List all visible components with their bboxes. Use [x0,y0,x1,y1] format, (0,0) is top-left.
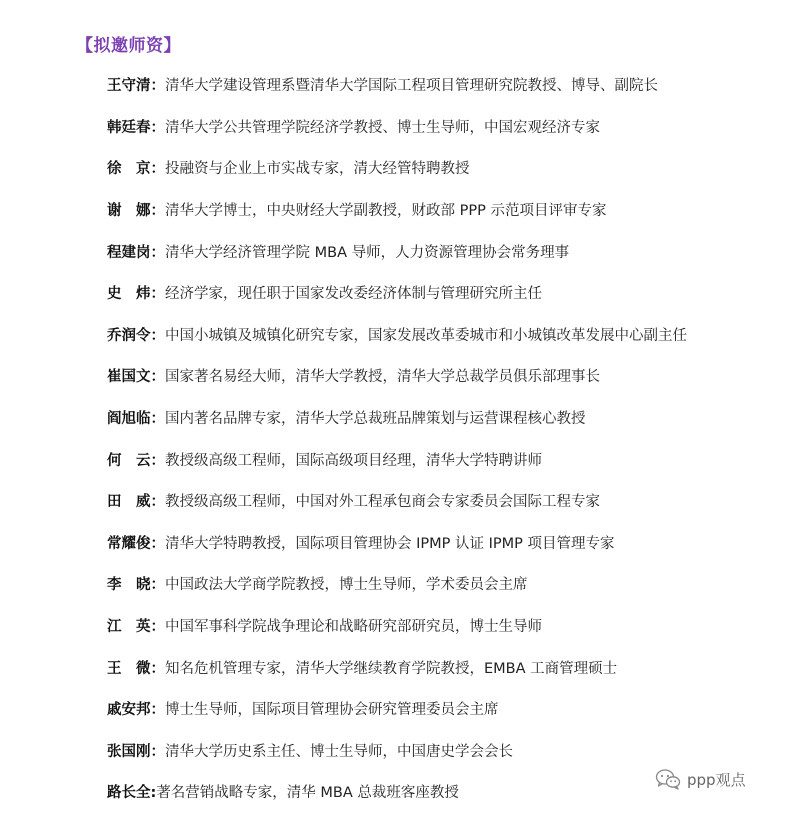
faculty-description: 知名危机管理专家，清华大学继续教育学院教授，EMBA 工商管理硕士 [165,660,618,677]
faculty-name: 王 微： [107,660,165,677]
faculty-description: 中国政法大学商学院教授，博士生导师，学术委员会主席 [165,577,528,594]
faculty-name: 张国刚： [107,743,165,760]
faculty-row [107,605,777,647]
faculty-name: 程建岗： [107,244,165,261]
faculty-row [107,314,777,356]
watermark [655,768,746,790]
faculty-row [107,688,777,730]
faculty-name: 路长全: [107,785,157,802]
faculty-row [107,230,777,272]
faculty-row [107,646,777,688]
wechat-icon [655,768,681,790]
faculty-row [107,355,777,397]
faculty-row [107,106,777,148]
faculty-description: 中国小城镇及城镇化研究专家，国家发展改革委城市和小城镇改革发展中心副主任 [165,327,687,344]
section-title: 【拟邀师资】 [76,36,181,56]
faculty-name: 李 晓： [107,577,165,594]
faculty-description: 教授级高级工程师，中国对外工程承包商会专家委员会国际工程专家 [165,494,600,511]
faculty-description: 著名营销战略专家，清华 MBA 总裁班客座教授 [156,785,459,802]
faculty-description: 投融资与企业上市实战专家，清大经管特聘教授 [165,161,470,178]
faculty-description: 中国军事科学院战争理论和战略研究部研究员，博士生导师 [165,619,542,636]
faculty-name: 何 云： [107,452,165,469]
faculty-name: 乔润令： [107,327,165,344]
faculty-description: 博士生导师，国际项目管理协会研究管理委员会主席 [165,702,499,719]
faculty-name: 谢 娜： [107,203,165,220]
faculty-description: 清华大学历史系主任、博士生导师，中国唐史学会会长 [165,743,513,760]
faculty-name: 田 威： [107,494,165,511]
faculty-description: 清华大学博士，中央财经大学副教授，财政部 PPP 示范项目评审专家 [165,203,607,220]
faculty-name: 江 英： [107,619,165,636]
faculty-description: 清华大学特聘教授，国际项目管理协会 IPMP 认证 IPMP 项目管理专家 [165,535,615,552]
faculty-row [107,563,777,605]
faculty-row [107,147,777,189]
faculty-name: 阎旭临： [107,411,165,428]
faculty-description: 清华大学建设管理系暨清华大学国际工程项目管理研究院教授、博导、副院长 [165,78,658,95]
faculty-row [107,397,777,439]
faculty-name: 崔国文： [107,369,165,386]
faculty-row [107,522,777,564]
faculty-name: 徐 京： [107,161,165,178]
faculty-description: 经济学家，现任职于国家发改委经济体制与管理研究所主任 [165,286,542,303]
faculty-name: 王守清： [107,78,165,95]
faculty-description: 国家著名易经大师，清华大学教授，清华大学总裁学员俱乐部理事长 [165,369,600,386]
watermark-text: ppp观点 [687,770,746,789]
faculty-name: 戚安邦： [107,702,165,719]
faculty-row [107,438,777,480]
faculty-row [107,480,777,522]
faculty-name: 常耀俊： [107,535,165,552]
faculty-row [107,64,777,106]
faculty-list [107,64,777,813]
faculty-name: 韩廷春： [107,119,165,136]
faculty-description: 国内著名品牌专家，清华大学总裁班品牌策划与运营课程核心教授 [165,411,586,428]
faculty-row [107,189,777,231]
faculty-description: 清华大学经济管理学院 MBA 导师，人力资源管理协会常务理事 [165,244,570,261]
faculty-description: 清华大学公共管理学院经济学教授、博士生导师，中国宏观经济专家 [165,119,600,136]
faculty-row [107,272,777,314]
faculty-name: 史 炜： [107,286,165,303]
faculty-description: 教授级高级工程师，国际高级项目经理，清华大学特聘讲师 [165,452,542,469]
faculty-row [107,730,777,772]
